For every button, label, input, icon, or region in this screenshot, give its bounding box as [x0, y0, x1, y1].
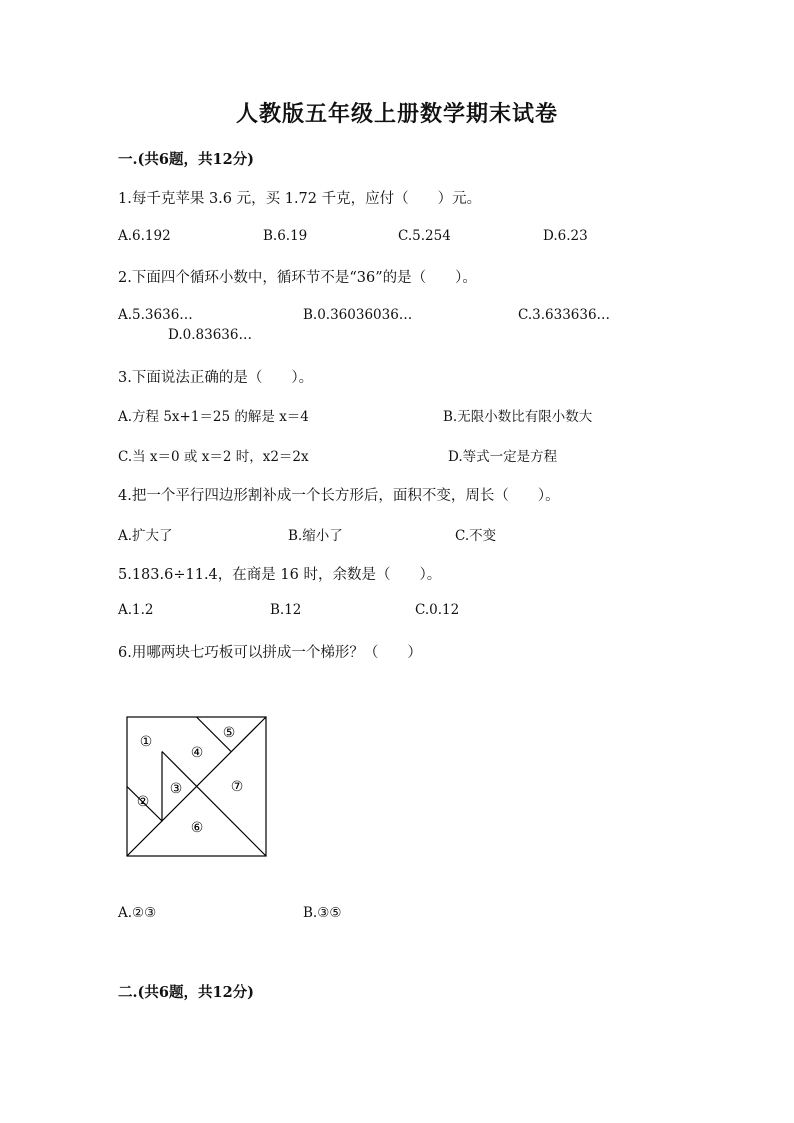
q1-option-a: A.6.192	[118, 228, 171, 244]
q2-option-c: C.3.633636…	[518, 307, 611, 323]
q2-option-a: A.5.3636…	[118, 307, 193, 323]
question-1-stem: 1.每千克苹果 3.6 元，买 1.72 千克，应付（ ）元。	[118, 191, 482, 207]
q5-option-c: C.0.12	[415, 602, 460, 618]
q5-option-a: A.1.2	[118, 602, 154, 618]
tangram-label-7: ⑦	[230, 779, 244, 795]
q3-option-b: B.无限小数比有限小数大	[443, 409, 593, 425]
q6-option-a: A.②③	[118, 905, 157, 921]
q3-option-d: D.等式一定是方程	[448, 449, 558, 465]
q2-option-b: B.0.36036036…	[303, 307, 413, 323]
tangram-figure	[126, 716, 268, 858]
section-2-heading: 二.(共6题，共12分)	[118, 984, 255, 1001]
question-2-stem: 2.下面四个循环小数中，循环节不是“36”的是（ ）。	[118, 270, 477, 286]
tangram-label-1: ①	[139, 734, 153, 750]
q6-option-b: B.③⑤	[303, 905, 342, 921]
question-3-stem: 3.下面说法正确的是（ ）。	[118, 370, 314, 386]
q4-option-c: C.不变	[455, 528, 497, 544]
section-1-heading: 一.(共6题，共12分)	[118, 151, 255, 168]
tangram-label-6: ⑥	[190, 820, 204, 836]
tangram-label-4: ④	[190, 745, 204, 761]
question-6-stem: 6.用哪两块七巧板可以拼成一个梯形？（ ）	[118, 645, 422, 661]
q1-option-b: B.6.19	[263, 228, 308, 244]
q4-option-b: B.缩小了	[288, 528, 343, 544]
tangram-label-2: ②	[136, 794, 150, 810]
q5-option-b: B.12	[270, 602, 302, 618]
tangram-cut-4	[162, 752, 266, 857]
q3-option-c: C.当 x＝0 或 x＝2 时，x2＝2x	[118, 449, 309, 465]
tangram-label-3: ③	[169, 781, 183, 797]
tangram-label-5: ⑤	[222, 725, 236, 741]
q1-option-c: C.5.254	[398, 228, 451, 244]
q4-option-a: A.扩大了	[118, 528, 173, 544]
q3-option-a: A.方程 5x+1＝25 的解是 x＝4	[118, 409, 309, 425]
q1-option-d: D.6.23	[543, 228, 588, 244]
question-5-stem: 5.183.6÷11.4，在商是 16 时，余数是（ ）。	[118, 567, 442, 583]
question-4-stem: 4.把一个平行四边形割补成一个长方形后，面积不变，周长（ ）。	[118, 488, 560, 504]
page-title: 人教版五年级上册数学期末试卷	[235, 101, 558, 127]
q2-option-d: D.0.83636…	[168, 327, 252, 343]
